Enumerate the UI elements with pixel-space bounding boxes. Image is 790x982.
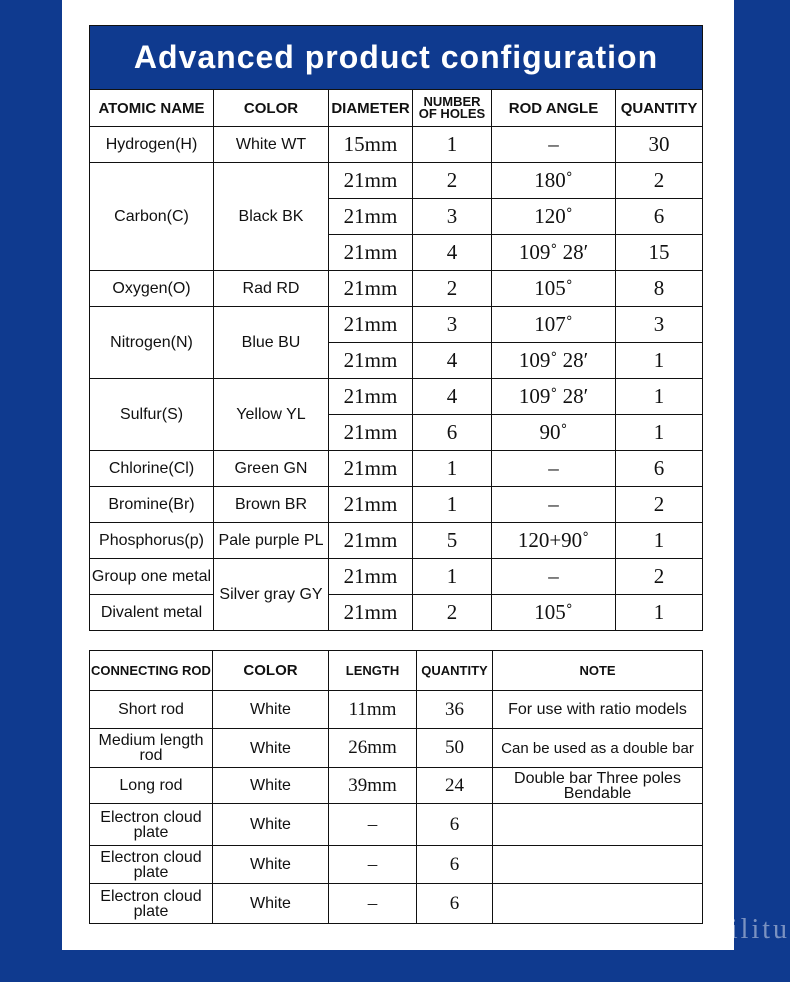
atom-holes: 4 bbox=[413, 235, 492, 271]
atom-diameter: 21mm bbox=[329, 559, 413, 595]
atom-name: Sulfur(S) bbox=[90, 379, 214, 451]
atom-diameter: 21mm bbox=[329, 415, 413, 451]
atom-diameter: 21mm bbox=[329, 451, 413, 487]
atom-quantity: 3 bbox=[616, 307, 703, 343]
table-row bbox=[90, 768, 703, 804]
rod-name: Medium length rod bbox=[90, 729, 213, 768]
rod-quantity: 50 bbox=[417, 729, 493, 768]
atom-diameter: 21mm bbox=[329, 379, 413, 415]
atom-rod-angle: – bbox=[492, 487, 616, 523]
atom-quantity: 1 bbox=[616, 343, 703, 379]
atom-rod-angle: 107˚ bbox=[492, 307, 616, 343]
atom-color: Rad RD bbox=[214, 271, 329, 307]
atom-quantity: 6 bbox=[616, 199, 703, 235]
rod-color: White bbox=[213, 768, 329, 804]
atom-quantity: 8 bbox=[616, 271, 703, 307]
atom-configuration-table bbox=[89, 25, 703, 631]
atom-rod-angle: 90˚ bbox=[492, 415, 616, 451]
rod-length: – bbox=[329, 884, 417, 924]
atom-diameter: 21mm bbox=[329, 595, 413, 631]
rod-note: For use with ratio models bbox=[493, 691, 703, 729]
rod-name: Long rod bbox=[90, 768, 213, 804]
atom-holes: 1 bbox=[413, 451, 492, 487]
header-quantity: QUANTITY bbox=[417, 651, 493, 691]
atom-holes: 4 bbox=[413, 379, 492, 415]
table-row bbox=[90, 691, 703, 729]
table-row bbox=[90, 846, 703, 884]
atom-diameter: 21mm bbox=[329, 523, 413, 559]
atom-rod-angle: 120+90˚ bbox=[492, 523, 616, 559]
header-color: COLOR bbox=[213, 651, 329, 691]
atom-color: Black BK bbox=[214, 163, 329, 271]
atom-quantity: 2 bbox=[616, 163, 703, 199]
atom-quantity: 1 bbox=[616, 379, 703, 415]
atom-holes: 2 bbox=[413, 163, 492, 199]
atom-name: Bromine(Br) bbox=[90, 487, 214, 523]
atom-holes: 5 bbox=[413, 523, 492, 559]
atom-name: Chlorine(Cl) bbox=[90, 451, 214, 487]
atom-name: Divalent metal bbox=[90, 595, 214, 631]
atom-quantity: 1 bbox=[616, 415, 703, 451]
rod-length: 39mm bbox=[329, 768, 417, 804]
atom-name: Hydrogen(H) bbox=[90, 127, 214, 163]
atom-color: Brown BR bbox=[214, 487, 329, 523]
atom-holes: 2 bbox=[413, 271, 492, 307]
atom-rod-angle: 109˚ 28′ bbox=[492, 343, 616, 379]
atom-rod-angle: 105˚ bbox=[492, 595, 616, 631]
table-row bbox=[90, 163, 703, 199]
table-row bbox=[90, 559, 703, 595]
rod-color: White bbox=[213, 729, 329, 768]
table-row bbox=[90, 451, 703, 487]
rod-quantity: 6 bbox=[417, 884, 493, 924]
atom-quantity: 30 bbox=[616, 127, 703, 163]
rod-note bbox=[493, 884, 703, 924]
atom-name: Group one metal bbox=[90, 559, 214, 595]
atom-color: Silver gray GY bbox=[214, 559, 329, 631]
atom-diameter: 21mm bbox=[329, 271, 413, 307]
rod-length: – bbox=[329, 804, 417, 846]
atom-name: Carbon(C) bbox=[90, 163, 214, 271]
connecting-rod-table bbox=[89, 650, 703, 924]
atom-diameter: 21mm bbox=[329, 199, 413, 235]
table-row bbox=[90, 379, 703, 415]
rod-color: White bbox=[213, 804, 329, 846]
atom-rod-angle: 109˚ 28′ bbox=[492, 235, 616, 271]
rod-quantity: 6 bbox=[417, 846, 493, 884]
atom-rod-angle: – bbox=[492, 451, 616, 487]
rod-color: White bbox=[213, 884, 329, 924]
atom-rod-angle: 180˚ bbox=[492, 163, 616, 199]
atom-diameter: 21mm bbox=[329, 307, 413, 343]
atom-rod-angle: 109˚ 28′ bbox=[492, 379, 616, 415]
atom-quantity: 1 bbox=[616, 595, 703, 631]
atom-name: Nitrogen(N) bbox=[90, 307, 214, 379]
atom-diameter: 21mm bbox=[329, 487, 413, 523]
atom-quantity: 2 bbox=[616, 487, 703, 523]
atom-diameter: 21mm bbox=[329, 235, 413, 271]
rod-length: – bbox=[329, 846, 417, 884]
atom-holes: 1 bbox=[413, 559, 492, 595]
header-length: LENGTH bbox=[329, 651, 417, 691]
atom-diameter: 21mm bbox=[329, 343, 413, 379]
table-row bbox=[90, 307, 703, 343]
rod-name: Electron cloud plate bbox=[90, 884, 213, 924]
rod-name: Electron cloud plate bbox=[90, 804, 213, 846]
atom-quantity: 2 bbox=[616, 559, 703, 595]
table-row bbox=[90, 729, 703, 768]
atom-rod-angle: 120˚ bbox=[492, 199, 616, 235]
atom-quantity: 15 bbox=[616, 235, 703, 271]
header-diameter: DIAMETER bbox=[329, 90, 413, 127]
atom-color: White WT bbox=[214, 127, 329, 163]
atom-holes: 1 bbox=[413, 487, 492, 523]
atom-holes: 3 bbox=[413, 307, 492, 343]
rod-length: 11mm bbox=[329, 691, 417, 729]
rod-color: White bbox=[213, 846, 329, 884]
table-row bbox=[90, 487, 703, 523]
atom-name: Phosphorus(p) bbox=[90, 523, 214, 559]
atom-name: Oxygen(O) bbox=[90, 271, 214, 307]
rod-name: Short rod bbox=[90, 691, 213, 729]
rod-quantity: 6 bbox=[417, 804, 493, 846]
rod-length: 26mm bbox=[329, 729, 417, 768]
rod-note: Double bar Three poles Bendable bbox=[493, 768, 703, 804]
atom-color: Green GN bbox=[214, 451, 329, 487]
header-atomic-name: ATOMIC NAME bbox=[90, 90, 214, 127]
atom-rod-angle: – bbox=[492, 559, 616, 595]
rod-quantity: 24 bbox=[417, 768, 493, 804]
atom-holes: 1 bbox=[413, 127, 492, 163]
rod-quantity: 36 bbox=[417, 691, 493, 729]
atom-rod-angle: – bbox=[492, 127, 616, 163]
header-note: NOTE bbox=[493, 651, 703, 691]
table-row bbox=[90, 523, 703, 559]
rod-name: Electron cloud plate bbox=[90, 846, 213, 884]
rod-color: White bbox=[213, 691, 329, 729]
rod-note bbox=[493, 846, 703, 884]
atom-holes: 2 bbox=[413, 595, 492, 631]
atom-holes: 3 bbox=[413, 199, 492, 235]
header-rod-angle: ROD ANGLE bbox=[492, 90, 616, 127]
atom-quantity: 6 bbox=[616, 451, 703, 487]
table-row bbox=[90, 271, 703, 307]
rod-note: Can be used as a double bar bbox=[493, 729, 703, 768]
rod-note bbox=[493, 804, 703, 846]
atom-diameter: 15mm bbox=[329, 127, 413, 163]
table-row bbox=[90, 127, 703, 163]
watermark: zhilitu bbox=[697, 914, 790, 945]
atom-quantity: 1 bbox=[616, 523, 703, 559]
table-header-row bbox=[90, 651, 703, 691]
page-title: Advanced product configuration bbox=[90, 26, 703, 90]
atom-color: Pale purple PL bbox=[214, 523, 329, 559]
table-header-row bbox=[90, 90, 703, 127]
header-quantity: QUANTITY bbox=[616, 90, 703, 127]
atom-color: Blue BU bbox=[214, 307, 329, 379]
atom-holes: 6 bbox=[413, 415, 492, 451]
header-color: COLOR bbox=[214, 90, 329, 127]
header-number-of-holes: NUMBER OF HOLES bbox=[413, 90, 492, 127]
table-row bbox=[90, 804, 703, 846]
table-row bbox=[90, 595, 703, 631]
header-connecting-rod: CONNECTING ROD bbox=[90, 651, 213, 691]
atom-rod-angle: 105˚ bbox=[492, 271, 616, 307]
atom-color: Yellow YL bbox=[214, 379, 329, 451]
table-row bbox=[90, 884, 703, 924]
atom-holes: 4 bbox=[413, 343, 492, 379]
atom-diameter: 21mm bbox=[329, 163, 413, 199]
